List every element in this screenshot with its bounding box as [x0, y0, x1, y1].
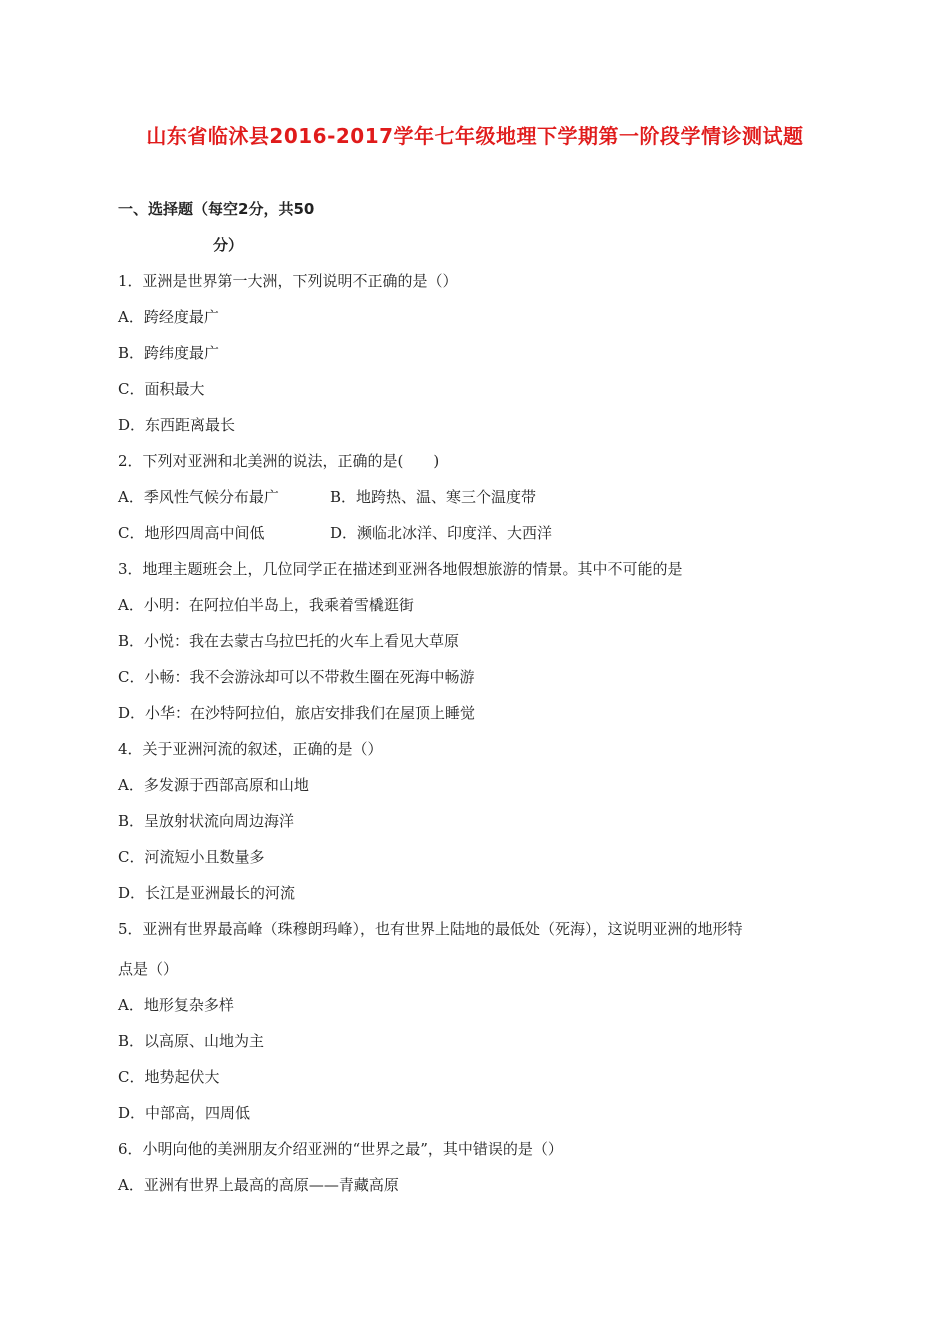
option: B．跨纬度最广: [118, 344, 220, 362]
question-stem: 3．地理主题班会上，几位同学正在描述到亚洲各地假想旅游的情景。其中不可能的是: [118, 560, 683, 578]
section-heading: 一、选择题（每空2分，共50: [118, 200, 315, 218]
option: C．地势起伏大: [118, 1068, 220, 1086]
question-stem: 2．下列对亚洲和北美洲的说法，正确的是( ): [118, 452, 440, 470]
section-heading-cont: 分）: [213, 236, 244, 254]
option: D．濒临北冰洋、印度洋、大西洋: [330, 524, 553, 542]
option: B．呈放射状流向周边海洋: [118, 812, 295, 830]
document-title: 山东省临沭县2016-2017学年七年级地理下学期第一阶段学情诊测试题: [146, 124, 804, 148]
option: B．小悦：我在去蒙古乌拉巴托的火车上看见大草原: [118, 632, 460, 650]
option: B．以高原、山地为主: [118, 1032, 265, 1050]
option: C．小畅：我不会游泳却可以不带救生圈在死海中畅游: [118, 668, 475, 686]
option: B．地跨热、温、寒三个温度带: [330, 488, 537, 506]
question-stem: 5．亚洲有世界最高峰（珠穆朗玛峰），也有世界上陆地的最低处（死海），这说明亚洲的地形特: [118, 920, 743, 938]
question-stem-cont: 点是（）: [118, 960, 179, 978]
option: A．亚洲有世界上最高的高原——青藏高原: [118, 1176, 399, 1194]
option: C．河流短小且数量多: [118, 848, 265, 866]
option: C．面积最大: [118, 380, 205, 398]
option: A．跨经度最广: [118, 308, 219, 326]
question-stem: 6．小明向他的美洲朋友介绍亚洲的“世界之最”，其中错误的是（）: [118, 1140, 563, 1158]
option: A．多发源于西部高原和山地: [118, 776, 309, 794]
option: D．小华：在沙特阿拉伯，旅店安排我们在屋顶上睡觉: [118, 704, 476, 722]
question-stem: 4．关于亚洲河流的叙述，正确的是（）: [118, 740, 383, 758]
option: A．小明：在阿拉伯半岛上，我乘着雪橇逛街: [118, 596, 414, 614]
option: A．地形复杂多样: [118, 996, 234, 1014]
option: D．东西距离最长: [118, 416, 236, 434]
option: A．季风性气候分布最广: [118, 488, 279, 506]
option: C．地形四周高中间低: [118, 524, 265, 542]
question-stem: 1．亚洲是世界第一大洲，下列说明不正确的是（）: [118, 272, 458, 290]
option: D．长江是亚洲最长的河流: [118, 884, 296, 902]
option: D．中部高，四周低: [118, 1104, 251, 1122]
